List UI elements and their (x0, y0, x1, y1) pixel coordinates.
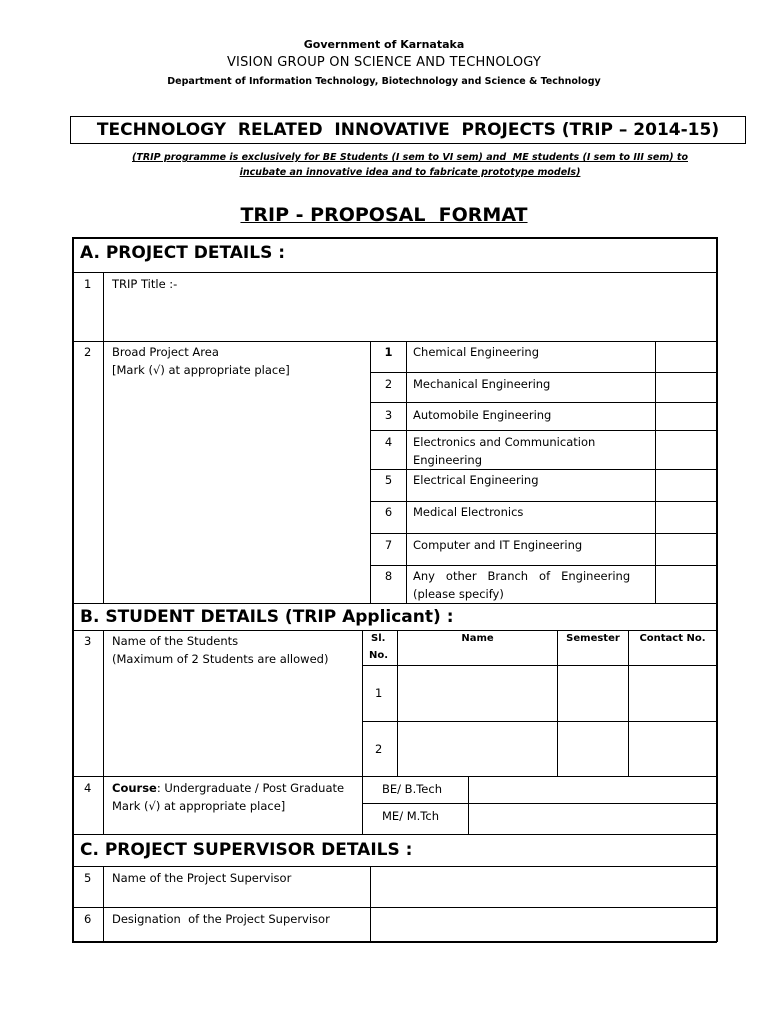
student-2-name-field[interactable] (399, 723, 556, 775)
program-title: TECHNOLOGY RELATED INNOVATIVE PROJECTS (TRIP – 2014-15) (96, 120, 720, 140)
area-checkbox[interactable] (657, 374, 715, 401)
course-ug-label: BE/ B.Tech (382, 782, 442, 796)
program-note-line2: incubate an innovative idea and to fabricate prototype models) (239, 167, 581, 178)
course-pg-label: ME/ M.Tch (382, 809, 439, 823)
student-2-contact-field[interactable] (630, 723, 715, 775)
mark-instruction: [Mark (√) at appropriate place] (112, 363, 290, 377)
area-checkbox[interactable] (657, 567, 715, 602)
course-mark-instruction: Mark (√) at appropriate place] (112, 799, 286, 813)
area-name: Any other Branch of Engineering (413, 569, 631, 583)
student-row-number: 2 (375, 742, 383, 756)
student-1-semester-field[interactable] (559, 667, 627, 720)
area-name: Automobile Engineering (413, 408, 552, 422)
row-number: 3 (84, 634, 92, 648)
header-government: Government of Karnataka (303, 38, 465, 51)
area-name: Computer and IT Engineering (413, 538, 583, 552)
col-no: No. (369, 650, 389, 661)
area-name: Medical Electronics (413, 505, 524, 519)
student-row-number: 1 (375, 686, 383, 700)
student-2-semester-field[interactable] (559, 723, 627, 775)
supervisor-designation-field[interactable] (372, 909, 715, 940)
row-number: 1 (84, 277, 92, 291)
header-vgst: VISION GROUP ON SCIENCE AND TECHNOLOGY (226, 55, 542, 70)
section-a-heading: A. PROJECT DETAILS : (80, 243, 286, 263)
program-note (90, 150, 730, 180)
col-sl: Sl. (371, 633, 386, 644)
area-number: 8 (384, 569, 393, 583)
supervisor-designation-label: Designation of the Project Supervisor (112, 912, 330, 926)
row-number: 2 (84, 345, 92, 359)
student-1-name-field[interactable] (399, 667, 556, 720)
area-name: Electrical Engineering (413, 473, 539, 487)
supervisor-name-label: Name of the Project Supervisor (112, 871, 292, 885)
course-label (112, 779, 344, 797)
course-label-rest: : Undergraduate / Post Graduate (156, 781, 345, 795)
students-max-note: (Maximum of 2 Students are allowed) (112, 652, 329, 666)
area-checkbox[interactable] (657, 432, 715, 468)
row-number: 4 (84, 781, 92, 795)
program-title-box (70, 116, 746, 144)
trip-title-label: TRIP Title :- (112, 277, 178, 291)
header-department: Department of Information Technology, Biotechnology and Science & Technology (167, 76, 601, 87)
area-name: Mechanical Engineering (413, 377, 551, 391)
row-number: 5 (84, 871, 92, 885)
area-number: 7 (384, 538, 393, 552)
row-number: 6 (84, 912, 92, 926)
course-ug-checkbox[interactable] (470, 778, 715, 802)
course-pg-checkbox[interactable] (470, 805, 715, 833)
col-name: Name (461, 633, 494, 644)
area-number: 1 (384, 345, 393, 359)
area-name: Chemical Engineering (413, 345, 540, 359)
course-label-bold: Course (112, 781, 157, 795)
area-checkbox[interactable] (657, 535, 715, 564)
area-name-cont: (please specify) (413, 587, 504, 601)
col-contact: Contact No. (639, 633, 706, 644)
area-checkbox[interactable] (657, 343, 715, 371)
student-1-contact-field[interactable] (630, 667, 715, 720)
area-number: 6 (384, 505, 393, 519)
broad-project-area-label: Broad Project Area (112, 345, 219, 359)
area-name: Electronics and Communication (413, 435, 596, 449)
students-label: Name of the Students (112, 634, 239, 648)
section-c-heading: C. PROJECT SUPERVISOR DETAILS : (80, 840, 413, 860)
area-number: 5 (384, 473, 393, 487)
area-number: 3 (384, 408, 393, 422)
area-checkbox[interactable] (657, 471, 715, 500)
area-checkbox[interactable] (657, 404, 715, 429)
section-b-heading: B. STUDENT DETAILS (TRIP Applicant) : (80, 607, 454, 627)
area-number: 2 (384, 377, 393, 391)
col-semester: Semester (566, 633, 620, 644)
area-name-cont: Engineering (413, 453, 482, 467)
trip-title-field[interactable] (104, 295, 715, 339)
program-note-line1: (TRIP programme is exclusively for BE Students (I sem to VI sem) and ME students (I sem to III sem) to (132, 152, 688, 163)
form-title: TRIP - PROPOSAL FORMAT (240, 204, 528, 226)
area-number: 4 (384, 435, 393, 449)
supervisor-name-field[interactable] (372, 868, 715, 906)
area-checkbox[interactable] (657, 503, 715, 532)
